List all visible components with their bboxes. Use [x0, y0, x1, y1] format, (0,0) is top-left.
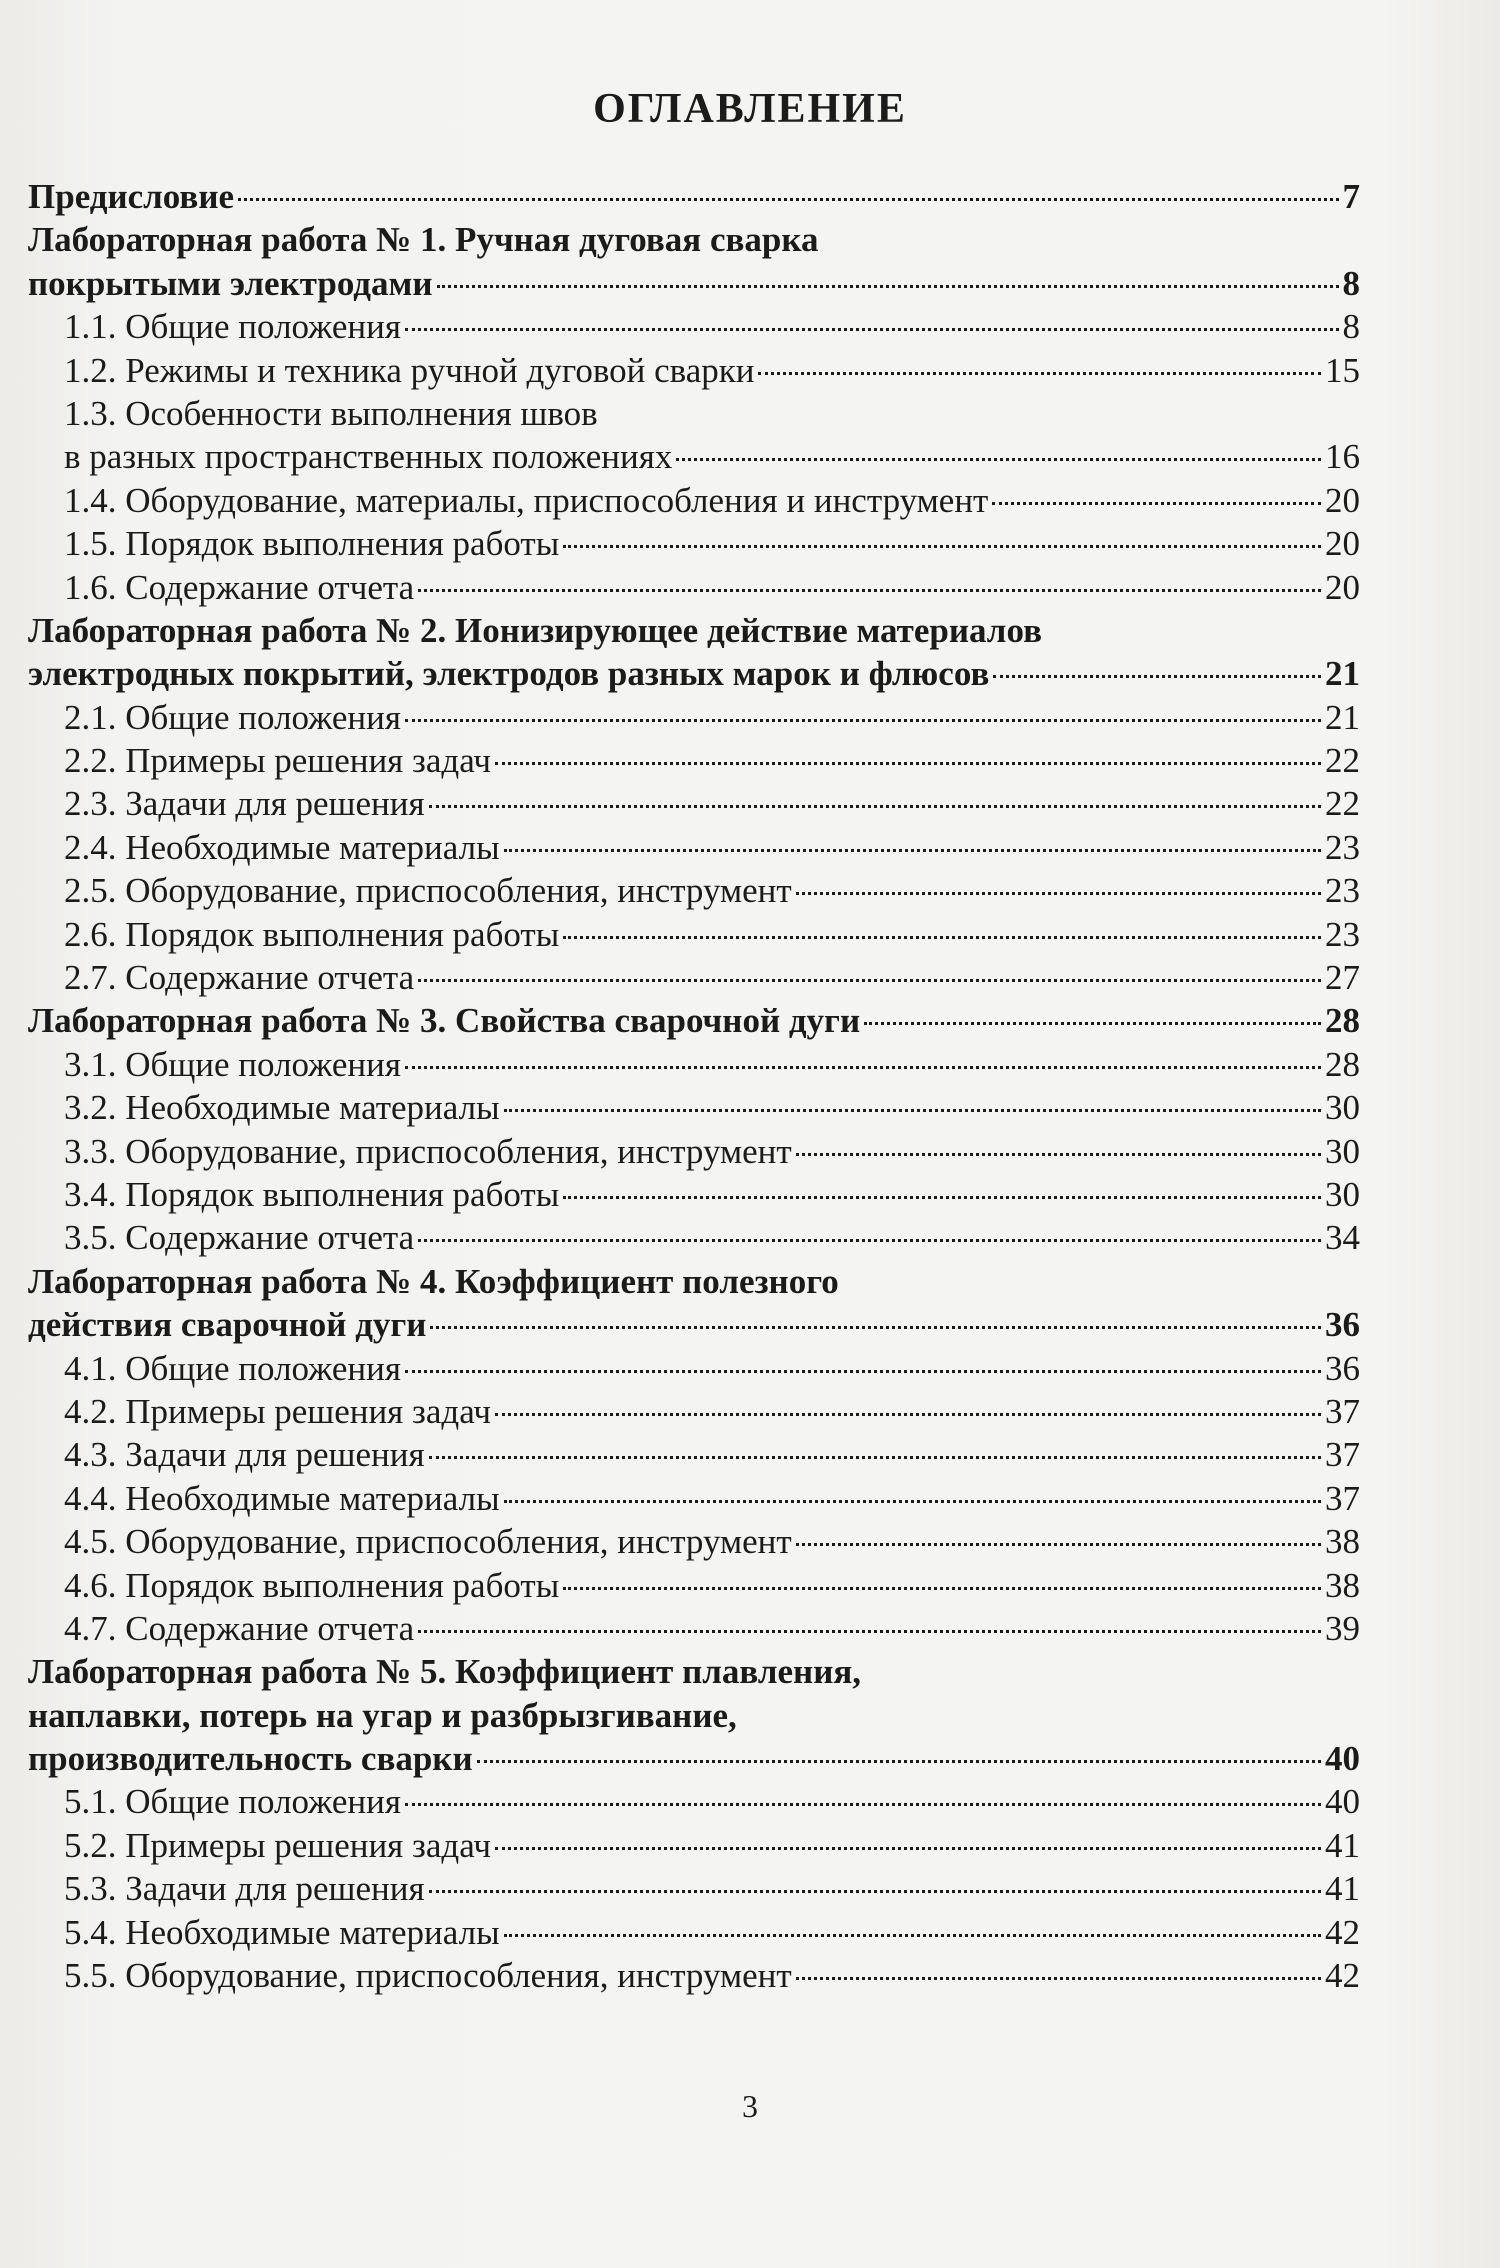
toc-entry-text: Лабораторная работа № 4. Коэффициент полезного [28, 1261, 839, 1301]
toc-entry-text: 1.5. Порядок выполнения работы [64, 524, 560, 564]
toc-page-number: 40 [1325, 1739, 1360, 1779]
dot-leader [676, 458, 1321, 461]
toc-entry-row [28, 782, 1360, 825]
dot-leader [437, 285, 1339, 288]
toc-page-number: 42 [1325, 1956, 1360, 1996]
toc-page-number: 16 [1325, 437, 1360, 477]
dot-leader [563, 1587, 1321, 1590]
toc-entry-text: производительность сварки [28, 1739, 473, 1779]
toc-page-number: 28 [1325, 1001, 1360, 1041]
toc-page-number: 23 [1325, 871, 1360, 911]
toc-entry-row [28, 566, 1360, 609]
toc-page-number: 36 [1325, 1348, 1360, 1388]
toc-heading-row [28, 1303, 1360, 1346]
dot-leader [405, 328, 1339, 331]
toc-entry-text: 1.3. Особенности выполнения швов [64, 393, 598, 433]
dot-leader [429, 805, 1321, 808]
toc-entry-row [28, 1433, 1360, 1476]
toc-heading-row [28, 218, 1360, 261]
toc-entry-text: действия сварочной дуги [28, 1305, 427, 1345]
toc-entry-text: 3.2. Необходимые материалы [64, 1088, 500, 1128]
toc-page-number: 30 [1325, 1131, 1360, 1171]
toc-entry-row [28, 1911, 1360, 1954]
toc-heading-row [28, 609, 1360, 652]
toc-entry-text: 5.2. Примеры решения задач [64, 1825, 491, 1865]
toc-entry-row [28, 479, 1360, 522]
toc-page-number: 42 [1325, 1912, 1360, 1952]
dot-leader [418, 1239, 1321, 1242]
toc-entry-row [28, 696, 1360, 739]
toc-page-number: 37 [1325, 1391, 1360, 1431]
toc-entry-row [28, 1347, 1360, 1390]
toc-heading-row [28, 1260, 1360, 1303]
toc-entry-text: Лабораторная работа № 3. Свойства сварочной дуги [28, 1001, 861, 1041]
toc-page-number: 22 [1325, 784, 1360, 824]
toc-entry-text: электродных покрытий, электродов разных марок и флюсов [28, 654, 990, 694]
toc-heading-row [28, 262, 1360, 305]
toc-entry-row [28, 739, 1360, 782]
table-of-contents [28, 175, 1360, 1997]
toc-heading-row [28, 1694, 1360, 1737]
toc-entry-row [28, 522, 1360, 565]
toc-page-number: 27 [1325, 958, 1360, 998]
toc-page-number: 36 [1325, 1305, 1360, 1345]
toc-entry-row [28, 1086, 1360, 1129]
dot-leader [504, 1109, 1321, 1112]
dot-leader [504, 1934, 1321, 1937]
page-title: ОГЛАВЛЕНИЕ [593, 86, 907, 132]
dot-leader [418, 1630, 1321, 1633]
dot-leader [796, 1543, 1321, 1546]
toc-heading-row [28, 999, 1360, 1042]
toc-heading-row [28, 1650, 1360, 1693]
toc-entry-text: 1.6. Содержание отчета [64, 567, 415, 607]
dot-leader [429, 1890, 1321, 1893]
dot-leader [563, 1196, 1321, 1199]
toc-page-number: 41 [1325, 1869, 1360, 1909]
toc-page-number: 20 [1325, 480, 1360, 520]
toc-entry-text: Лабораторная работа № 2. Ионизирующее действие материалов [28, 610, 1042, 650]
page-number: 3 [742, 2088, 758, 2124]
dot-leader [495, 1847, 1321, 1850]
toc-entry-text: 2.4. Необходимые материалы [64, 827, 500, 867]
toc-entry-row [28, 956, 1360, 999]
dot-leader [563, 545, 1321, 548]
toc-entry-text: 5.1. Общие положения [64, 1782, 401, 1822]
toc-page-number: 23 [1325, 827, 1360, 867]
toc-entry-text: 3.1. Общие положения [64, 1044, 401, 1084]
toc-entry-row [28, 1780, 1360, 1823]
dot-leader [495, 762, 1321, 765]
toc-page-number: 15 [1325, 350, 1360, 390]
toc-entry-row [28, 1390, 1360, 1433]
toc-entry-text: 1.1. Общие положения [64, 307, 401, 347]
toc-entry-text: 1.4. Оборудование, материалы, приспособления и инструмент [64, 480, 989, 520]
toc-entry-text: 2.2. Примеры решения задач [64, 741, 491, 781]
dot-leader [418, 979, 1321, 982]
dot-leader [796, 1977, 1321, 1980]
toc-page-number: 8 [1342, 263, 1360, 303]
toc-page-number: 40 [1325, 1782, 1360, 1822]
dot-leader [405, 719, 1321, 722]
toc-entry-row [28, 392, 1360, 435]
dot-leader [477, 1760, 1321, 1763]
toc-page-number: 28 [1325, 1044, 1360, 1084]
dot-leader [992, 502, 1321, 505]
toc-entry-text: 4.7. Содержание отчета [64, 1608, 415, 1648]
dot-leader [405, 1803, 1321, 1806]
toc-heading-row [28, 1737, 1360, 1780]
dot-leader [495, 1413, 1321, 1416]
toc-entry-row [28, 1607, 1360, 1650]
toc-entry-text: покрытыми электродами [28, 263, 433, 303]
toc-entry-text: 4.5. Оборудование, приспособления, инструмент [64, 1522, 792, 1562]
toc-entry-text: 5.4. Необходимые материалы [64, 1912, 500, 1952]
dot-leader [418, 589, 1321, 592]
toc-page-number: 8 [1342, 307, 1360, 347]
toc-entry-text: 4.6. Порядок выполнения работы [64, 1565, 560, 1605]
dot-leader [864, 1022, 1321, 1025]
toc-page-number: 21 [1325, 697, 1360, 737]
toc-entry-text: 2.6. Порядок выполнения работы [64, 914, 560, 954]
dot-leader [993, 675, 1321, 678]
toc-heading-row [28, 175, 1360, 218]
toc-page-number: 38 [1325, 1522, 1360, 1562]
toc-entry-text: в разных пространственных положениях [64, 437, 673, 477]
toc-entry-text: 4.1. Общие положения [64, 1348, 401, 1388]
toc-entry-row [28, 869, 1360, 912]
dot-leader [405, 1066, 1321, 1069]
toc-entry-row [28, 1520, 1360, 1563]
toc-entry-text: 2.7. Содержание отчета [64, 958, 415, 998]
toc-entry-row [28, 1564, 1360, 1607]
toc-page-number: 7 [1342, 177, 1360, 216]
toc-entry-text: 3.3. Оборудование, приспособления, инструмент [64, 1131, 792, 1171]
toc-entry-row [28, 1043, 1360, 1086]
toc-page-number: 41 [1325, 1825, 1360, 1865]
toc-entry-text: 4.4. Необходимые материалы [64, 1478, 500, 1518]
toc-entry-row [28, 1130, 1360, 1173]
toc-page-number: 37 [1325, 1478, 1360, 1518]
toc-entry-text: Лабораторная работа № 5. Коэффициент плавления, [28, 1652, 862, 1692]
toc-page-number: 30 [1325, 1174, 1360, 1214]
toc-page-number: 39 [1325, 1608, 1360, 1648]
toc-entry-row [28, 1867, 1360, 1910]
dot-leader [796, 892, 1321, 895]
toc-entry-row [28, 1954, 1360, 1997]
toc-entry-row [28, 913, 1360, 956]
toc-entry-text: 2.1. Общие положения [64, 697, 401, 737]
toc-entry-text: 4.2. Примеры решения задач [64, 1391, 491, 1431]
toc-page-number: 20 [1325, 524, 1360, 564]
toc-page-number: 34 [1325, 1218, 1360, 1258]
toc-entry-text: 1.2. Режимы и техника ручной дуговой сварки [64, 350, 755, 390]
toc-page-number: 38 [1325, 1565, 1360, 1605]
toc-entry-row [28, 305, 1360, 348]
toc-entry-text: наплавки, потерь на угар и разбрызгивание, [28, 1695, 737, 1735]
toc-entry-text: 2.5. Оборудование, приспособления, инструмент [64, 871, 792, 911]
dot-leader [796, 1153, 1321, 1156]
toc-page-number: 20 [1325, 567, 1360, 607]
toc-entry-row [28, 1477, 1360, 1520]
toc-entry-text: Предисловие [28, 177, 235, 216]
toc-entry-text: 2.3. Задачи для решения [64, 784, 425, 824]
dot-leader [429, 1456, 1321, 1459]
toc-entry-row [28, 1824, 1360, 1867]
toc-entry-row [28, 1173, 1360, 1216]
dot-leader [504, 1500, 1321, 1503]
dot-leader [430, 1326, 1321, 1329]
toc-entry-text: Лабораторная работа № 1. Ручная дуговая сварка [28, 220, 819, 260]
toc-entry-text: 3.5. Содержание отчета [64, 1218, 415, 1258]
toc-entry-row [28, 435, 1360, 478]
dot-leader [504, 849, 1321, 852]
toc-entry-row [28, 1216, 1360, 1259]
toc-page-number: 21 [1325, 654, 1360, 694]
toc-entry-row [28, 826, 1360, 869]
toc-page-number: 22 [1325, 741, 1360, 781]
dot-leader [238, 198, 1338, 201]
toc-entry-text: 5.5. Оборудование, приспособления, инструмент [64, 1956, 792, 1996]
dot-leader [405, 1370, 1321, 1373]
toc-page-number: 30 [1325, 1088, 1360, 1128]
toc-entry-text: 5.3. Задачи для решения [64, 1869, 425, 1909]
toc-page-number: 23 [1325, 914, 1360, 954]
toc-heading-row [28, 652, 1360, 695]
toc-entry-row [28, 349, 1360, 392]
toc-entry-text: 4.3. Задачи для решения [64, 1435, 425, 1475]
dot-leader [563, 936, 1321, 939]
dot-leader [758, 372, 1321, 375]
toc-page-number: 37 [1325, 1435, 1360, 1475]
toc-entry-text: 3.4. Порядок выполнения работы [64, 1174, 560, 1214]
